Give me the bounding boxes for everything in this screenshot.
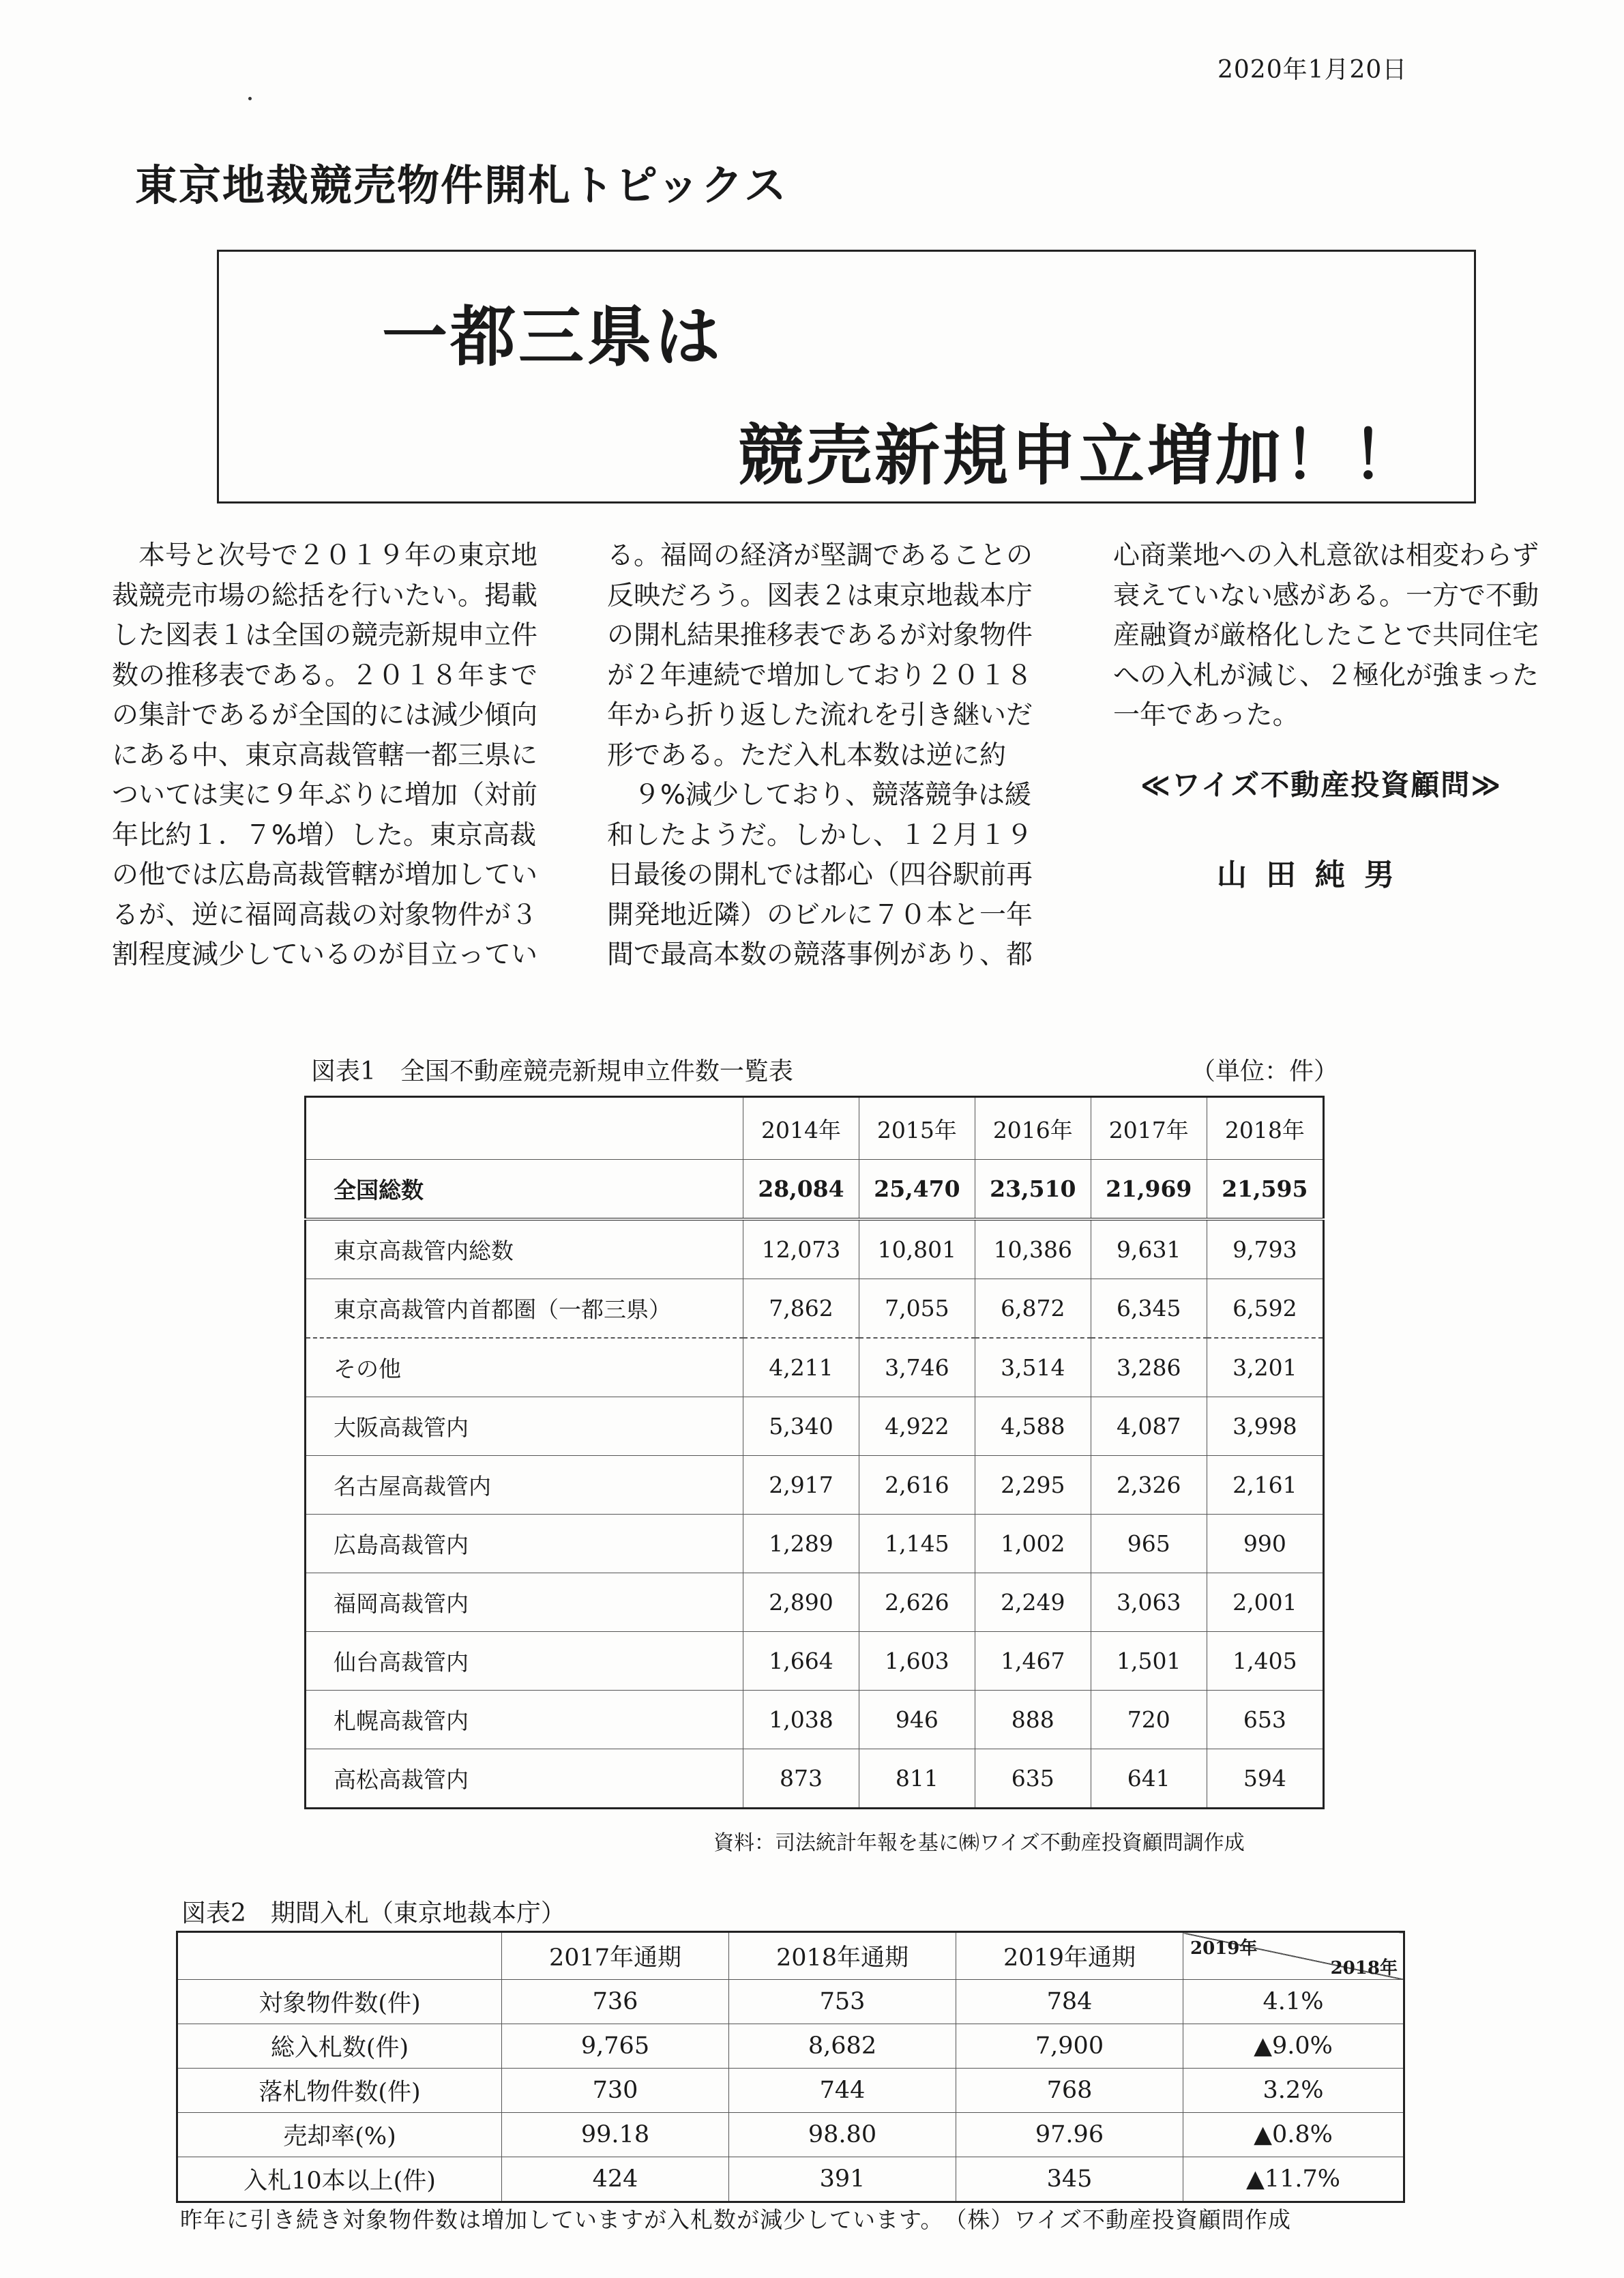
table1-corner-cell [306, 1097, 743, 1160]
table2-diagonal-header [1183, 1932, 1404, 1980]
table1-cell: 3,063 [1091, 1573, 1207, 1632]
article-line: る。福岡の経済が堅調であることの [607, 540, 1033, 571]
table2-header-row [177, 1932, 1404, 1980]
table2-row [177, 2024, 1404, 2069]
table2-row-label: 売却率(%) [177, 2113, 502, 2157]
table1-cell: 9,793 [1207, 1219, 1323, 1279]
table1-cell: 3,514 [975, 1338, 1091, 1397]
table2-row-label: 入札10本以上(件) [177, 2157, 502, 2202]
table1-cell: 2,326 [1091, 1456, 1207, 1515]
table1-row [306, 1160, 1324, 1220]
table2-cell: 736 [502, 1980, 729, 2024]
topics-title: 東京地裁競売物件開札トピックス [135, 160, 788, 210]
table2-cell: 99.18 [502, 2113, 729, 2157]
table1-row [306, 1456, 1324, 1515]
article-column-2 [607, 536, 1033, 976]
firm-name: ≪ワイズ不動産投資顧問≫ [1140, 768, 1503, 802]
table1-cell: 2,249 [975, 1573, 1091, 1632]
table2-cell: ▲0.8% [1183, 2113, 1404, 2157]
table1-row [306, 1632, 1324, 1691]
article-line: 数の推移表である。２０１８年まで [112, 660, 538, 691]
table2-row [177, 2157, 1404, 2202]
table1-cell: 12,073 [743, 1219, 859, 1279]
headline-line-2: 競売新規申立増加！！ [738, 418, 1420, 494]
table2-row-label: 総入札数(件) [177, 2024, 502, 2069]
table1-row [306, 1219, 1324, 1279]
table2-cell: 8,682 [729, 2024, 956, 2069]
table1-cell: 6,872 [975, 1279, 1091, 1339]
table1-cell: 23,510 [975, 1160, 1091, 1220]
article-line: 間で最高本数の競落事例があり、都 [607, 939, 1033, 970]
table1-cell: 635 [975, 1749, 1091, 1809]
table2-cell: 768 [956, 2069, 1183, 2113]
table1-cell: 2,161 [1207, 1456, 1323, 1515]
article-line: 衰えていない感がある。一方で不動 [1113, 580, 1539, 611]
table2-cell: ▲11.7% [1183, 2157, 1404, 2202]
article-line: が２年連続で増加しており２０１８ [607, 660, 1033, 691]
table1-cell: 4,211 [743, 1338, 859, 1397]
article-line: 形である。ただ入札本数は逆に約 [607, 740, 1007, 771]
table1-row-label: 東京高裁管内総数 [306, 1219, 743, 1279]
table1-cell: 2,626 [859, 1573, 975, 1632]
table1-cell: 1,405 [1207, 1632, 1323, 1691]
headline-line-1: 一都三県は [382, 299, 723, 375]
table2-row [177, 2069, 1404, 2113]
article-line: 裁競売市場の総括を行いたい。掲載 [112, 580, 538, 611]
table1-row-label: 名古屋高裁管内 [306, 1456, 743, 1515]
article-line: ついては実に９年ぶりに増加（対前 [112, 780, 538, 811]
table1-cell: 9,631 [1091, 1219, 1207, 1279]
table1-cell: 21,969 [1091, 1160, 1207, 1220]
table1-cell: 6,345 [1091, 1279, 1207, 1339]
table1-cell: 3,746 [859, 1338, 975, 1397]
table1-row-label: 仙台高裁管内 [306, 1632, 743, 1691]
table2-cell: 391 [729, 2157, 956, 2202]
table2-cell: 784 [956, 1980, 1183, 2024]
table2-period-header: 2017年通期 [502, 1932, 729, 1980]
table1-row-label: 全国総数 [306, 1160, 743, 1220]
table1-cell: 10,386 [975, 1219, 1091, 1279]
table1-unit: （単位：件） [1191, 1057, 1339, 1085]
table1-cell: 28,084 [743, 1160, 859, 1220]
table1-cell: 1,467 [975, 1632, 1091, 1691]
article-line: の集計であるが全国的には減少傾向 [112, 700, 538, 731]
table1-cell: 7,862 [743, 1279, 859, 1339]
table2-cell: 9,765 [502, 2024, 729, 2069]
table1-row [306, 1691, 1324, 1749]
table2-caption: 図表2 期間入札（東京地裁本庁） [181, 1899, 565, 1927]
document-date: 2020年1月20日 [1217, 56, 1408, 84]
article-line: 年比約１．７%増）した。東京高裁 [112, 819, 537, 851]
table1-cell: 965 [1091, 1515, 1207, 1573]
table2-corner-cell [177, 1932, 502, 1980]
article-line: の他では広島高裁管轄が増加してい [112, 860, 538, 890]
article-line: にある中、東京高裁管轄一都三県に [112, 740, 538, 771]
table2-cell: 345 [956, 2157, 1183, 2202]
table1-cell: 946 [859, 1691, 975, 1749]
article-line: 一年であった。 [1113, 700, 1299, 731]
table1-cell: 990 [1207, 1515, 1323, 1573]
table1-cell: 873 [743, 1749, 859, 1809]
table1-cell: 3,286 [1091, 1338, 1207, 1397]
table1-cell: 4,087 [1091, 1397, 1207, 1456]
table1-cell: 2,001 [1207, 1573, 1323, 1632]
table1-cell: 720 [1091, 1691, 1207, 1749]
table1-cell: 25,470 [859, 1160, 975, 1220]
table1-header-row [306, 1097, 1324, 1160]
article-line: 反映だろう。図表２は東京地裁本庁 [607, 580, 1033, 611]
table2-cell: 730 [502, 2069, 729, 2113]
table1-year-header: 2014年 [743, 1097, 859, 1160]
table2-cell: 98.80 [729, 2113, 956, 2157]
table2-cell: 3.2% [1183, 2069, 1404, 2113]
table1-year-header: 2016年 [975, 1097, 1091, 1160]
table1-row [306, 1397, 1324, 1456]
table1-caption: 図表1 全国不動産競売新規申立件数一覧表 [311, 1057, 793, 1085]
article-line: 心商業地への入札意欲は相変わらず [1113, 540, 1539, 571]
table2-row-label: 対象物件数(件) [177, 1980, 502, 2024]
table1-cell: 594 [1207, 1749, 1323, 1809]
table2-row [177, 2113, 1404, 2157]
table1-source: 資料：司法統計年報を基に㈱ワイズ不動産投資顧問調作成 [713, 1831, 1245, 1855]
article-line: 年から折り返した流れを引き継いだ [607, 700, 1033, 731]
table1-year-header: 2018年 [1207, 1097, 1323, 1160]
article-line: 産融資が厳格化したことで共同住宅 [1113, 620, 1539, 651]
table1-cell: 1,603 [859, 1632, 975, 1691]
table2-period-header: 2019年通期 [956, 1932, 1183, 1980]
table2-note: 昨年に引き続き対象物件数は増加していますが入札数が減少しています。 （株）ワイズ不動産投資顧問作成 [180, 2206, 1292, 2233]
table1-cell: 811 [859, 1749, 975, 1809]
table2-row-label: 落札物件数(件) [177, 2069, 502, 2113]
table2-cell: 7,900 [956, 2024, 1183, 2069]
table2-cell: 97.96 [956, 2113, 1183, 2157]
table1-row-label: 札幌高裁管内 [306, 1691, 743, 1749]
table1-year-header: 2017年 [1091, 1097, 1207, 1160]
article-column-1 [112, 536, 537, 976]
article-line: 和したようだ。しかし、１２月１９ [607, 819, 1033, 851]
table2-diag-bottom-label: 2018年 [1330, 1958, 1398, 1978]
article-line: の開札結果推移表であるが対象物件 [607, 620, 1033, 651]
table2-cell: 753 [729, 1980, 956, 2024]
table1-cell: 3,201 [1207, 1338, 1323, 1397]
table1-row [306, 1279, 1324, 1339]
table1-cell: 1,002 [975, 1515, 1091, 1573]
table2-period-header: 2018年通期 [729, 1932, 956, 1980]
table1-row-label: 東京高裁管内首都圏（一都三県） [306, 1279, 743, 1339]
article-line: 日最後の開札では都心（四谷駅前再 [607, 860, 1033, 890]
article-column-3 [1113, 536, 1539, 736]
table1-row [306, 1515, 1324, 1573]
table1-auction-filings [304, 1096, 1325, 1809]
author-name: 山田純男 [1217, 858, 1413, 892]
table1-cell: 5,340 [743, 1397, 859, 1456]
table1-cell: 10,801 [859, 1219, 975, 1279]
table1-cell: 888 [975, 1691, 1091, 1749]
table1-cell: 3,998 [1207, 1397, 1323, 1456]
table1-year-header: 2015年 [859, 1097, 975, 1160]
table1-cell: 7,055 [859, 1279, 975, 1339]
table1-cell: 21,595 [1207, 1160, 1323, 1220]
table1-cell: 1,501 [1091, 1632, 1207, 1691]
table2-row [177, 1980, 1404, 2024]
table1-cell: 1,038 [743, 1691, 859, 1749]
table2-diag-top-label: 2019年 [1190, 1938, 1258, 1959]
scan-speck [248, 97, 252, 100]
table2-cell: 744 [729, 2069, 956, 2113]
table1-row-label: 高松高裁管内 [306, 1749, 743, 1809]
table1-cell: 641 [1091, 1749, 1207, 1809]
table1-row [306, 1573, 1324, 1632]
table1-cell: 2,890 [743, 1573, 859, 1632]
table1-row-label: 広島高裁管内 [306, 1515, 743, 1573]
table1-row-label: 大阪高裁管内 [306, 1397, 743, 1456]
table1-row-label: 福岡高裁管内 [306, 1573, 743, 1632]
table1-cell: 2,917 [743, 1456, 859, 1515]
table2-period-bidding [176, 1931, 1405, 2203]
table2-cell: ▲9.0% [1183, 2024, 1404, 2069]
table2-cell: 424 [502, 2157, 729, 2202]
table1-cell: 4,588 [975, 1397, 1091, 1456]
table1-row [306, 1749, 1324, 1809]
table1-cell: 1,289 [743, 1515, 859, 1573]
article-line: 割程度減少しているのが目立ってい [112, 939, 538, 970]
table1-row-label: その他 [306, 1338, 743, 1397]
table1-cell: 4,922 [859, 1397, 975, 1456]
table2-cell: 4.1% [1183, 1980, 1404, 2024]
table1-cell: 1,145 [859, 1515, 975, 1573]
table1-cell: 1,664 [743, 1632, 859, 1691]
table1-cell: 2,616 [859, 1456, 975, 1515]
table1-cell: 2,295 [975, 1456, 1091, 1515]
table1-cell: 653 [1207, 1691, 1323, 1749]
article-line: るが、逆に福岡高裁の対象物件が３ [112, 899, 538, 931]
table1-row [306, 1338, 1324, 1397]
article-line: ９%減少しており、競落競争は緩 [607, 780, 1032, 811]
article-line: 開発地近隣）のビルに７０本と一年 [607, 899, 1033, 931]
table1-cell: 6,592 [1207, 1279, 1323, 1339]
article-line: への入札が減じ、２極化が強まった [1113, 660, 1539, 691]
article-line: した図表１は全国の競売新規申立件 [112, 620, 538, 651]
article-line: 本号と次号で２０１９年の東京地 [112, 540, 538, 571]
